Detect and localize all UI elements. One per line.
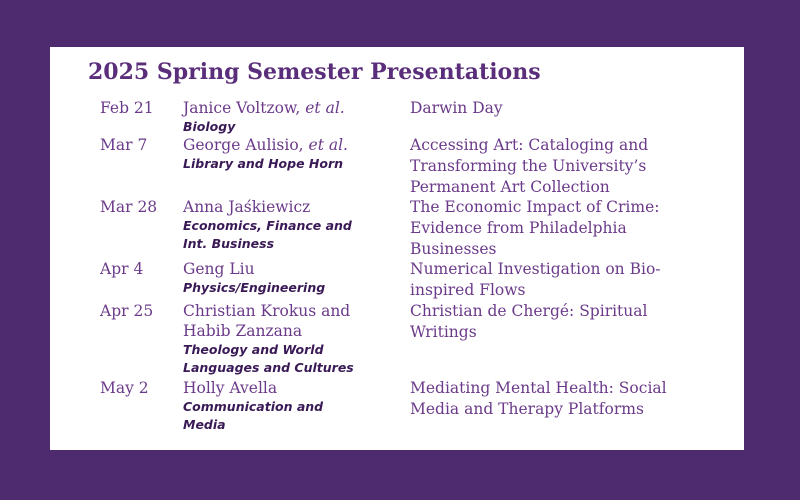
presenter-department: Biology — [183, 119, 236, 134]
presenter-name — [183, 98, 410, 118]
presenter-name-text: Christian Krokus and Habib Zanzana — [183, 302, 351, 340]
presentation-date: Feb 21 — [100, 99, 154, 117]
presentation-date: May 2 — [100, 379, 149, 397]
presentation-date: Mar 28 — [100, 198, 158, 216]
et-al-text: et al. — [308, 136, 348, 154]
presenter-cell — [183, 98, 410, 135]
presenter-cell — [183, 301, 410, 378]
presenter-cell — [183, 378, 410, 438]
et-al-text: et al. — [305, 99, 345, 117]
presentation-row — [50, 259, 744, 301]
presenter-name-text: Janice Voltzow, — [183, 99, 306, 117]
presentation-row — [50, 98, 744, 135]
presentation-date: Mar 7 — [100, 136, 148, 154]
presentation-topic: Accessing Art: Cataloging and Transforming the University’s Permanent Art Collection — [410, 136, 649, 196]
presentation-row — [50, 378, 744, 438]
presenter-department: Communication and Media — [183, 399, 324, 432]
presenter-cell — [183, 135, 410, 197]
presenter-department: Library and Hope Horn — [183, 156, 344, 171]
presenter-department: Physics/Engineering — [183, 280, 326, 295]
presenter-department: Economics, Finance and Int. Business — [183, 218, 352, 251]
presenter-name — [183, 135, 410, 155]
presenter-name-text: Anna Jaśkiewicz — [183, 198, 311, 216]
presentation-schedule — [50, 98, 744, 438]
page-title: 2025 Spring Semester Presentations — [88, 59, 541, 85]
presentation-topic: The Economic Impact of Crime: Evidence from Philadelphia Businesses — [410, 198, 660, 258]
presentation-topic: Darwin Day — [410, 99, 503, 117]
presentations-card — [50, 47, 744, 450]
presentation-topic: Christian de Chergé: Spiritual Writings — [410, 302, 648, 341]
presenter-name-text: George Aulisio, — [183, 136, 309, 154]
presentation-row — [50, 301, 744, 378]
presentation-date: Apr 25 — [100, 302, 154, 320]
presentation-topic: Mediating Mental Health: Social Media and Therapy Platforms — [410, 379, 667, 418]
presentation-row — [50, 197, 744, 259]
presenter-name — [183, 301, 410, 341]
presenter-department: Theology and World Languages and Cultures — [183, 342, 354, 375]
presenter-name — [183, 197, 410, 217]
presenter-name-text: Geng Liu — [183, 260, 255, 278]
presenter-cell — [183, 197, 410, 259]
presenter-name — [183, 259, 410, 279]
presenter-cell — [183, 259, 410, 301]
presentation-row — [50, 135, 744, 197]
presenter-name — [183, 378, 410, 398]
presentation-date: Apr 4 — [100, 260, 144, 278]
presentation-topic: Numerical Investigation on Bio- inspired Flows — [410, 260, 661, 299]
presenter-name-text: Holly Avella — [183, 379, 278, 397]
